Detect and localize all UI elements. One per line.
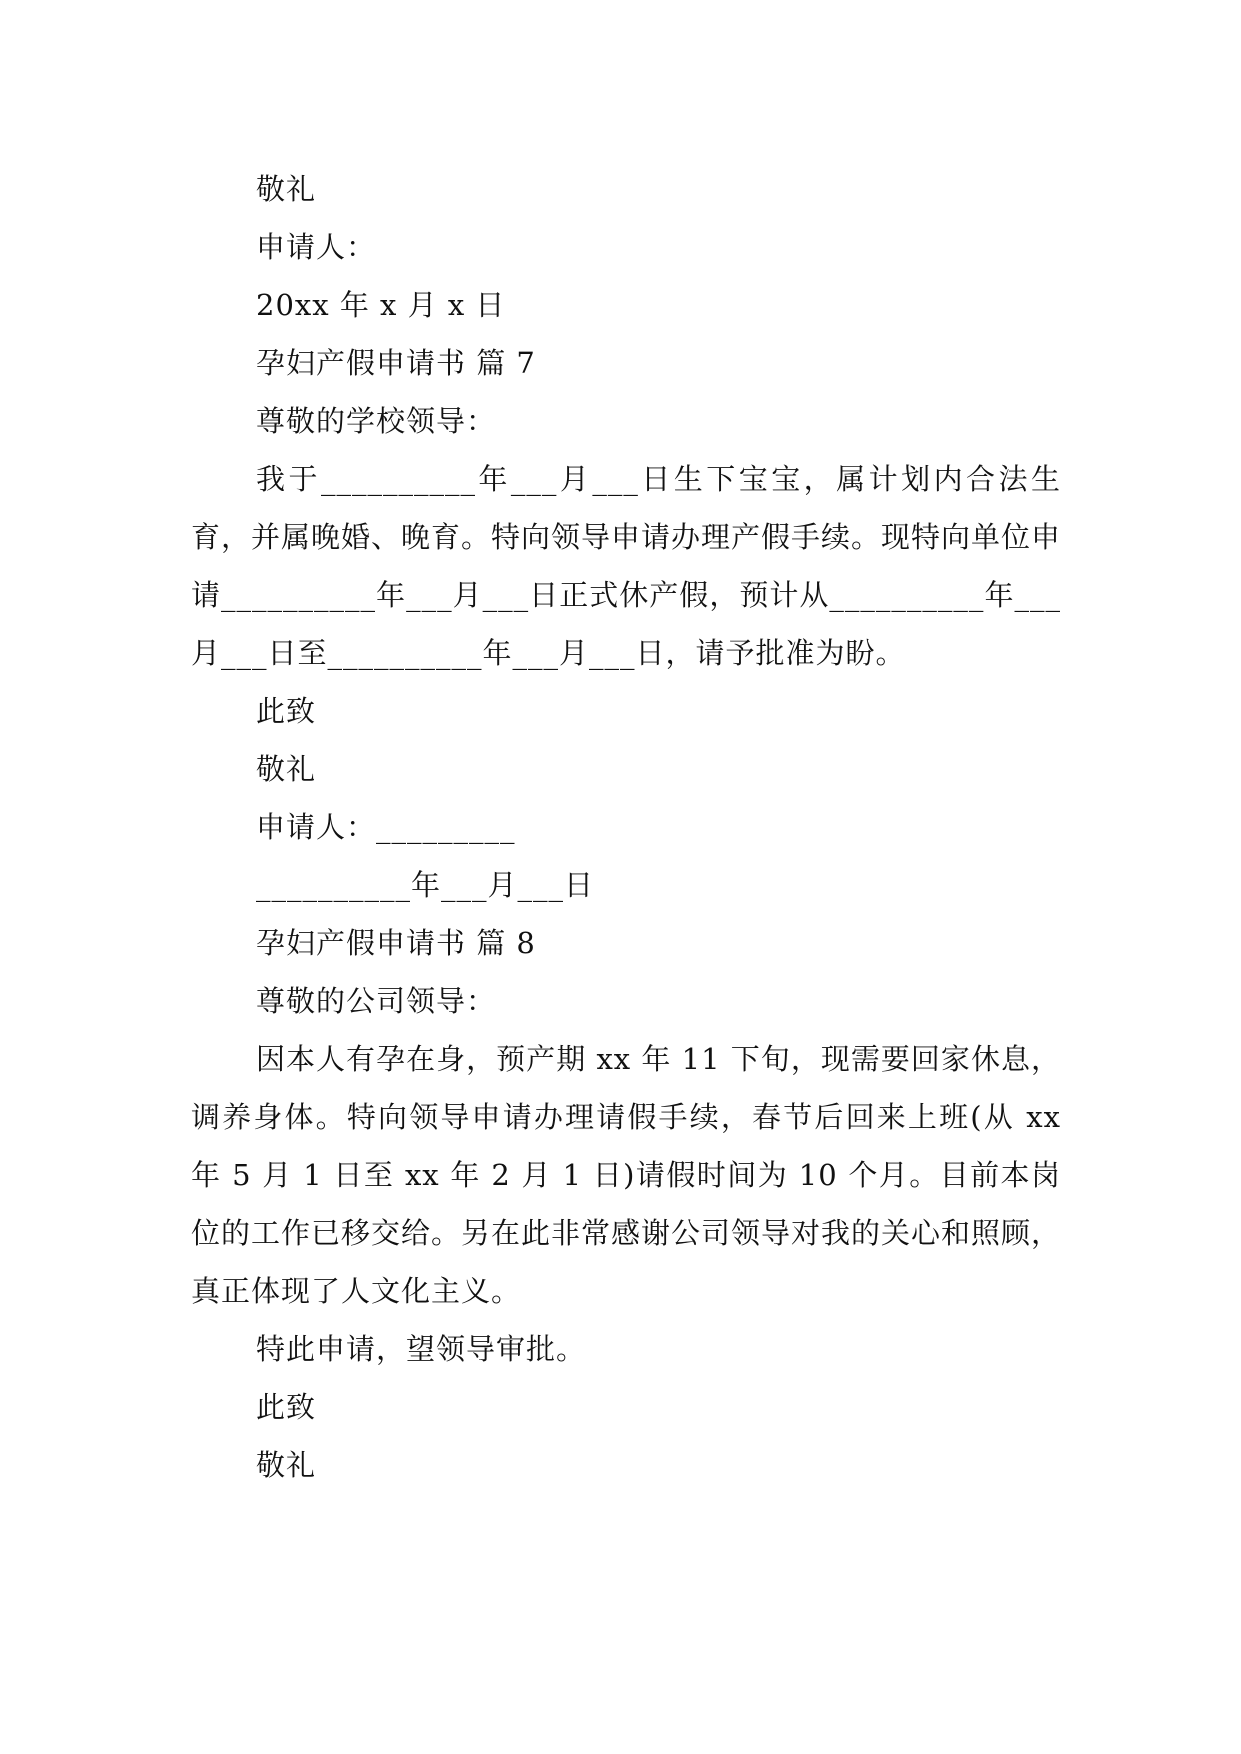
prev-date: 20xx 年 x 月 x 日 xyxy=(256,288,506,322)
section8-closing-1: 此致 xyxy=(256,1390,317,1424)
section7-body: 我于__________年___月___日生下宝宝，属计划内合法生育，并属晚婚、晚育。特向领导申请办理产假手续。现特向单位申请__________年___月___日正式休产假，预计从__________年___月___日至__________年___月___日，请予批准为盼。 xyxy=(191,462,1062,670)
section7-title: 孕妇产假申请书 篇 7 xyxy=(256,346,536,380)
prev-salutation: 敬礼 xyxy=(256,172,317,206)
section8-body: 因本人有孕在身，预产期 xx 年 11 下旬，现需要回家休息，调养身体。特向领导申请办理请假手续，春节后回来上班(从 xx 年 5 月 1 日至 xx 年 2 月 1 日)请假时间为 10 个月。目前本岗位的工作已移交给。另在此非常感谢公司领导对我的关心和照顾，真正体现了人文化主义。 xyxy=(191,1042,1062,1308)
section8-greeting: 尊敬的公司领导： xyxy=(256,984,497,1018)
section7-closing-1: 此致 xyxy=(256,694,317,728)
section8-closing-2: 敬礼 xyxy=(256,1448,317,1482)
section7-date: __________年___月___日 xyxy=(256,868,595,902)
document-body xyxy=(191,160,1061,1494)
section7-closing-2: 敬礼 xyxy=(256,752,317,786)
section7-applicant: 申请人：_________ xyxy=(256,810,516,844)
section8-request: 特此申请，望领导审批。 xyxy=(256,1332,587,1366)
prev-applicant-label: 申请人： xyxy=(256,230,377,264)
section7-greeting: 尊敬的学校领导： xyxy=(256,404,497,438)
section8-title: 孕妇产假申请书 篇 8 xyxy=(256,926,536,960)
